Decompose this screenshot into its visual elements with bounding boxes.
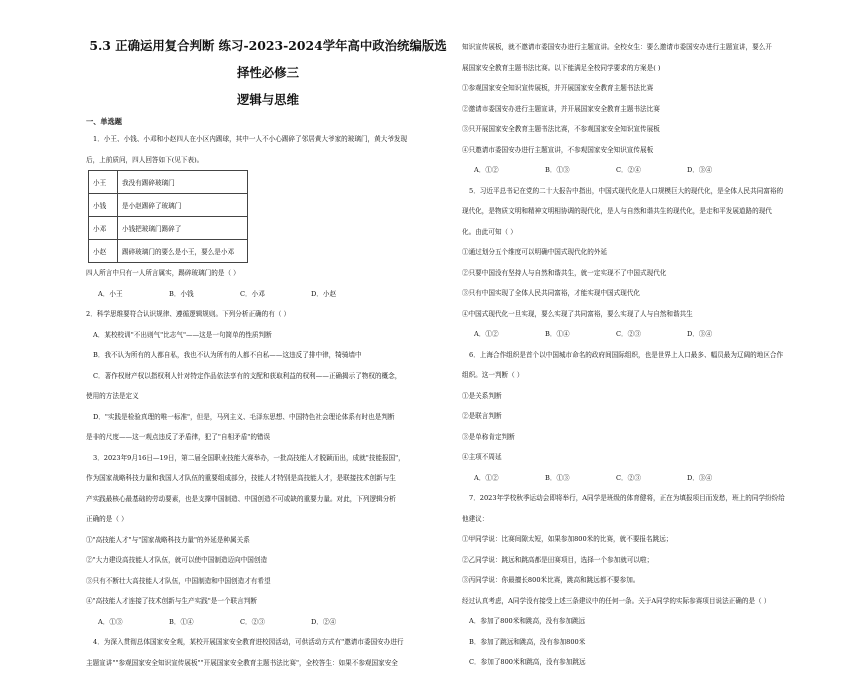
- q6-item: ①是关系判断: [462, 386, 832, 407]
- q4-options: [462, 160, 832, 181]
- q6-stem-cont: 组织。这一判断（ ）: [462, 365, 832, 386]
- option: A．①②: [474, 324, 545, 345]
- q6-options: [462, 468, 832, 489]
- q3-item: ④"高技能人才连接了技术创新与生产实践"是一个联言判断: [86, 591, 450, 612]
- q1-stem: 1．小王、小钱、小邓和小赵四人在小区内踢球，其中一人不小心踢碎了邻居黄大爷家的玻璃门，黄大爷发现: [86, 129, 450, 150]
- q4-stem-cont: 展国家安全教育主题书法比赛。以下能满足全校同学要求的方案是( ): [462, 58, 832, 79]
- q3-item: ②"大力建设高技能人才队伍，就可以使中国制造迈向中国创造: [86, 550, 450, 571]
- table-row: [89, 194, 248, 217]
- q7-stem: 7．2023年学校秋季运动会即将举行，A同学是班级的体育健将，正在为填报项目而发愁，班上的同学纷纷给: [462, 488, 832, 509]
- q3-options: [86, 612, 450, 633]
- q7-item: ①甲同学说：比赛间隙太短，如果参加800米的比赛，就不要报名跳远；: [462, 529, 832, 550]
- q6-stem: 6．上海合作组织是首个以中国城市命名的政府间国际组织，也是世界上人口最多、幅员最为辽阔的地区合作: [462, 345, 832, 366]
- q5-item: ④中国式现代化一旦实现，要么实现了共同富裕，要么实现了人与自然和谐共生: [462, 304, 832, 325]
- option: D．②④: [311, 612, 382, 633]
- q4-item: ②邀请市委国安办进行主题宣讲，并开展国家安全教育主题书法比赛: [462, 99, 832, 120]
- q5-stem-cont: 化。由此可知（ ）: [462, 222, 832, 243]
- option: A．①②: [474, 160, 545, 181]
- q7-option-b: B．参加了跳远和跳高，没有参加800米: [462, 632, 832, 653]
- q7-stem-cont: 他建议：: [462, 509, 832, 530]
- q3-stem-cont: 正确的是（ ）: [86, 509, 450, 530]
- q6-item: ②是联言判断: [462, 406, 832, 427]
- q1-stem-cont: 后，上前质问，四人回答如下(见下表)。: [86, 150, 450, 171]
- q5-options: [462, 324, 832, 345]
- option: A．①②: [474, 468, 545, 489]
- section-heading: 一、单选题: [86, 115, 450, 129]
- q3-stem-cont: 作为国家战略科技力量和我国人才队伍的重要组成部分，技能人才特别是高技能人才，是联接技术创新与生: [86, 468, 450, 489]
- left-column: [86, 0, 450, 673]
- option: D．③④: [687, 468, 758, 489]
- q1-table: [88, 170, 248, 263]
- table-cell: 小邓: [89, 217, 118, 240]
- q3-stem-cont: 产实践最核心最基础的劳动要素，也是支撑中国制造、中国创造不可或缺的重要力量。对此，下列逻辑分析: [86, 489, 450, 510]
- q4-stem-cont: 知识宣传展板，就不邀请市委国安办进行主题宣讲。全校女生：要么邀请市委国安办进行主题宣讲，要么开: [462, 37, 832, 58]
- q4-item: ①参观国家安全知识宣传展板，并开展国家安全教育主题书法比赛: [462, 78, 832, 99]
- q5-stem-cont: 现代化，是物质文明和精神文明相协调的现代化，是人与自然和谐共生的现代化，是走和平发展道路的现代: [462, 201, 832, 222]
- q4-item: ③只开展国家安全教育主题书法比赛，不参观国家安全知识宣传展板: [462, 119, 832, 140]
- option: D．③④: [687, 324, 758, 345]
- option: C．②③: [616, 324, 687, 345]
- table-cell: 是小赵踢碎了玻璃门: [118, 194, 248, 217]
- document-title: 5.3 正确运用复合判断 练习-2023-2024学年高中政治统编版选择性必修三: [86, 32, 450, 86]
- q2-option-b: B．我不认为所有的人都自私，我也不认为所有的人都不自私——这违反了排中律，犄骑墙中: [86, 345, 450, 366]
- option: C．小邓: [240, 284, 311, 305]
- document-subtitle: 逻辑与思维: [86, 86, 450, 113]
- q4-item: ④只邀请市委国安办进行主题宣讲，不参观国家安全知识宣传展板: [462, 140, 832, 161]
- q7-option-c: C．参加了800米和跳高，没有参加跳远: [462, 652, 832, 673]
- option: D．小赵: [311, 284, 382, 305]
- q2-option-c: C．著作权财产权以指权利人针对特定作品依法享有的支配和获取利益的权利——正确揭示了物权的概念，: [86, 366, 450, 387]
- q1-question: 四人所言中只有一人所言属实，踢碎玻璃门的是（ ）: [86, 263, 450, 284]
- table-cell: 小钱: [89, 194, 118, 217]
- table-cell: 小王: [89, 171, 118, 194]
- q5-item: ③只有中国实现了全体人民共同富裕，才能实现中国式现代化: [462, 283, 832, 304]
- q4-stem-cont: 主题宣讲""参观国家安全知识宣传展板""开展国家安全教育主题书法比赛"，全校答生：如果不参观国家安全: [86, 653, 450, 673]
- table-cell: 踢碎玻璃门的要么是小王，要么是小邓: [118, 240, 248, 263]
- option: A．①③: [98, 612, 169, 633]
- q7-option-a: A．参加了800米和跳高，没有参加跳远: [462, 611, 832, 632]
- q2-option-d: D．"实践是检验真理的唯一标准"，但是，马列主义、毛泽东思想、中国特色社会理论体系有时也是判断: [86, 407, 450, 428]
- table-row: [89, 217, 248, 240]
- q3-stem: 3．2023年9月16日—19日，第二届全国职业技能大赛举办，一批高技能人才脱颖而出，成就"技能报国"，: [86, 448, 450, 469]
- option: B．小钱: [169, 284, 240, 305]
- option: D．③④: [687, 160, 758, 181]
- table-cell: 小钱把玻璃门踢碎了: [118, 217, 248, 240]
- q7-item: ②乙同学说：跳远和跳高都是田赛项目，选择一个参加就可以啦；: [462, 550, 832, 571]
- option: B．①④: [545, 324, 616, 345]
- q6-item: ④主项不周延: [462, 447, 832, 468]
- option: C．②③: [240, 612, 311, 633]
- q7-stem-cont: 经过认真考虑，A同学没有接受上述三条建议中的任何一条。关于A同学的实际参赛项目说法正确的是（ ）: [462, 591, 832, 612]
- q6-item: ③是单称肯定判断: [462, 427, 832, 448]
- q1-options: [86, 284, 450, 305]
- q5-item: ①通过划分五个维度可以明确中国式现代化的外延: [462, 242, 832, 263]
- q5-stem: 5．习近平总书记在党的二十大报告中指出，中国式现代化是人口规模巨大的现代化，是全体人民共同富裕的: [462, 181, 832, 202]
- q2-option-c-cont: 使用的方法是定义: [86, 386, 450, 407]
- q2-stem: 2．科学思维要符合认识规律、遵循逻辑规则。下列分析正确的有（ ）: [86, 304, 450, 325]
- q2-option-a: A．某校校训"不出则气"比志气"——这是一句简单的性质判断: [86, 325, 450, 346]
- table-cell: 小赵: [89, 240, 118, 263]
- option: A．小王: [98, 284, 169, 305]
- q7-item: ③丙同学说：你最擅长800米比赛，跳高和跳远都不要参加。: [462, 570, 832, 591]
- table-cell: 我没有踢碎玻璃门: [118, 171, 248, 194]
- q3-item: ③只有不断壮大高技能人才队伍，中国制造和中国创造才有希望: [86, 571, 450, 592]
- q2-option-d-cont: 是非的尺度——这一观点违反了矛盾律，犯了"自相矛盾"的错误: [86, 427, 450, 448]
- option: B．①④: [169, 612, 240, 633]
- q5-item: ②只要中国没有坚持人与自然和谐共生，就一定实现不了中国式现代化: [462, 263, 832, 284]
- table-row: [89, 171, 248, 194]
- q3-item: ①"高技能人才"与"国家战略科技力量"的外延是种属关系: [86, 530, 450, 551]
- option: B．①③: [545, 468, 616, 489]
- option: C．②③: [616, 468, 687, 489]
- table-row: [89, 240, 248, 263]
- q4-stem: 4．为深入贯彻总体国家安全观，某校开展国家安全教育进校园活动，可供活动方式有"邀请市委国安办进行: [86, 632, 450, 653]
- option: B．①③: [545, 160, 616, 181]
- right-column: [462, 37, 832, 673]
- option: C．②④: [616, 160, 687, 181]
